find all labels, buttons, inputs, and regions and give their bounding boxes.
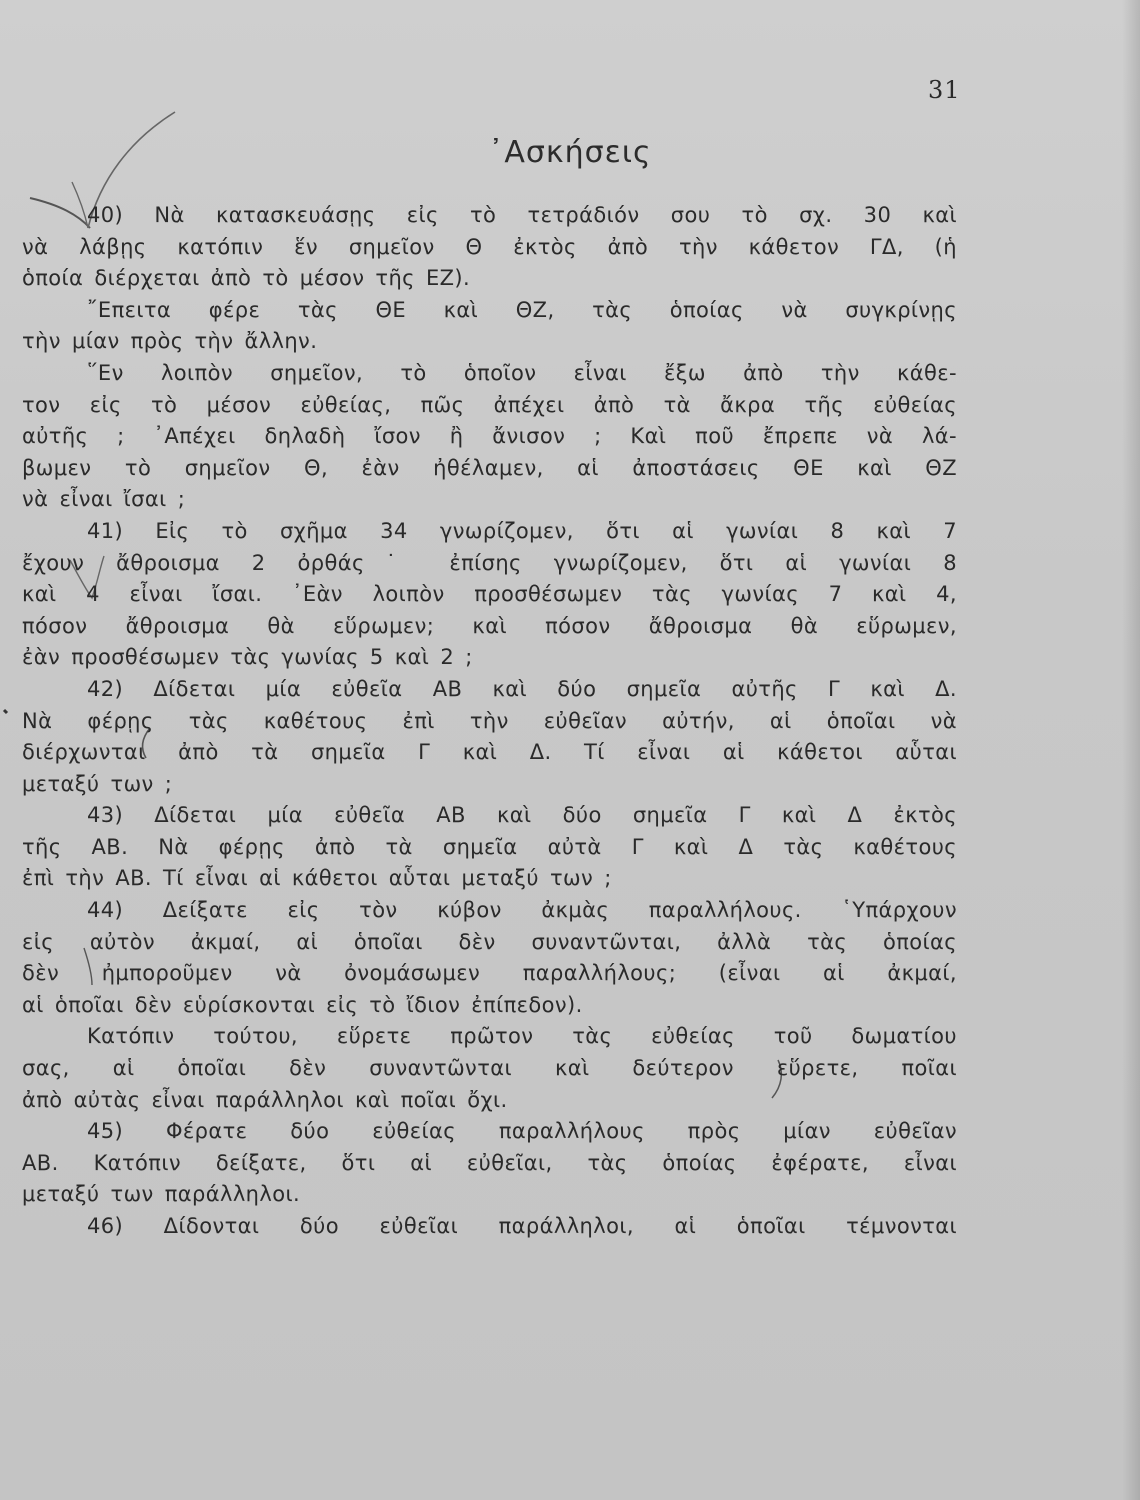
text-line: ὁποία διέρχεται ἀπὸ τὸ μέσον τῆς ΕΖ). <box>22 266 471 291</box>
text-line: ῞Εν λοιπὸν σημεῖον, τὸ ὁποῖον εἶναι ἔξω ἀπὸ τὴν κάθε- <box>87 360 957 385</box>
text-line: νὰ εἶναι ἴσαι ; <box>22 487 186 512</box>
text-line: ἐὰν προσθέσωμεν τὰς γωνίας 5 καὶ 2 ; <box>22 645 473 670</box>
text-line: μεταξύ των ; <box>22 771 173 796</box>
text-line: ἐπὶ τὴν ΑΒ. Τί εἶναι αἱ κάθετοι αὗται μεταξύ των ; <box>22 866 612 891</box>
text-line: μεταξύ των παράλληλοι. <box>22 1182 301 1207</box>
text-line: 45) Φέρατε δύο εὐθείας παραλλήλους πρὸς μίαν εὐθεῖαν <box>87 1119 957 1144</box>
text-line: Κατόπιν τούτου, εὕρετε πρῶτον τὰς εὐθείας τοῦ δωματίου <box>87 1024 957 1049</box>
text-line: 40) Νὰ κατασκευάσῃς εἰς τὸ τετράδιόν σου τὸ σχ. 30 καὶ <box>87 203 957 227</box>
page-number: 31 <box>928 76 961 104</box>
text-line: αἱ ὁποῖαι δὲν εὑρίσκονται εἰς τὸ ἴδιον ἐπίπεδον). <box>22 992 583 1017</box>
text-line: πόσον ἄθροισμα θὰ εὕρωμεν; καὶ πόσον ἄθροισμα θὰ εὕρωμεν, <box>22 613 957 638</box>
section-heading: ᾿Ασκήσεις <box>488 135 652 170</box>
text-line: αὐτῆς ; ᾿Απέχει δηλαδὴ ἴσον ἢ ἄνισον ; Καὶ ποῦ ἔπρεπε νὰ λά- <box>22 424 957 449</box>
text-line: διέρχωνται ἀπὸ τὰ σημεῖα Γ καὶ Δ. Τί εἶναι αἱ κάθετοι αὗται <box>22 740 957 765</box>
text-line: σας, αἱ ὁποῖαι δὲν συναντῶνται καὶ δεύτερον εὕρετε, ποῖαι <box>22 1056 957 1081</box>
text-line: ἀπὸ αὐτὰς εἶναι παράλληλοι καὶ ποῖαι ὄχι. <box>22 1087 508 1112</box>
exercise-text-block <box>22 200 957 1243</box>
text-line: ἔχουν ἄθροισμα 2 ὀρθάς˙ ἐπίσης γνωρίζομεν, ὅτι αἱ γωνίαι 8 <box>22 550 957 575</box>
text-line: νὰ λάβῃς κατόπιν ἕν σημεῖον Θ ἐκτὸς ἀπὸ τὴν κάθετον ΓΔ, (ἡ <box>22 234 957 259</box>
text-line: 46) Δίδονται δύο εὐθεῖαι παράλληλοι, αἱ ὁποῖαι τέμνονται <box>87 1214 957 1238</box>
text-line: καὶ 4 εἶναι ἴσαι. ᾿Εὰν λοιπὸν προσθέσωμεν τὰς γωνίας 7 καὶ 4, <box>22 582 957 607</box>
text-line: Νὰ φέρῃς τὰς καθέτους ἐπὶ τὴν εὐθεῖαν αὐτήν, αἱ ὁποῖαι νὰ <box>22 708 957 733</box>
text-line: ῎Επειτα φέρε τὰς ΘΕ καὶ ΘΖ, τὰς ὁποίας νὰ συγκρίνῃς <box>87 297 957 322</box>
text-line: τὴν μίαν πρὸς τὴν ἄλλην. <box>22 329 318 354</box>
page-edge-shadow <box>1122 0 1140 1500</box>
text-line: δὲν ἠμποροῦμεν νὰ ὀνομάσωμεν παραλλήλους; (εἶναι αἱ ἀκμαί, <box>22 961 957 986</box>
text-line: τον εἰς τὸ μέσον εὐθείας, πῶς ἀπέχει ἀπὸ τὰ ἄκρα τῆς εὐθείας <box>22 392 957 417</box>
text-line: 43) Δίδεται μία εὐθεῖα ΑΒ καὶ δύο σημεῖα Γ καὶ Δ ἐκτὸς <box>87 803 957 828</box>
text-line: ΑΒ. Κατόπιν δείξατε, ὅτι αἱ εὐθεῖαι, τὰς ὁποίας ἐφέρατε, εἶναι <box>22 1150 957 1175</box>
text-line: εἰς αὐτὸν ἀκμαί, αἱ ὁποῖαι δὲν συναντῶνται, ἀλλὰ τὰς ὁποίας <box>22 929 957 954</box>
text-line: 42) Δίδεται μία εὐθεῖα ΑΒ καὶ δύο σημεῖα αὐτῆς Γ καὶ Δ. <box>87 676 957 701</box>
text-line: βωμεν τὸ σημεῖον Θ, ἐὰν ἠθέλαμεν, αἱ ἀποστάσεις ΘΕ καὶ ΘΖ <box>22 455 957 480</box>
text-line: 44) Δείξατε εἰς τὸν κύβον ἀκμὰς παραλλήλους. ῾Υπάρχουν <box>87 898 957 923</box>
text-line: 41) Εἰς τὸ σχῆμα 34 γνωρίζομεν, ὅτι αἱ γωνίαι 8 καὶ 7 <box>87 518 957 543</box>
text-line: τῆς ΑΒ. Νὰ φέρῃς ἀπὸ τὰ σημεῖα αὐτὰ Γ καὶ Δ τὰς καθέτους <box>22 834 957 859</box>
